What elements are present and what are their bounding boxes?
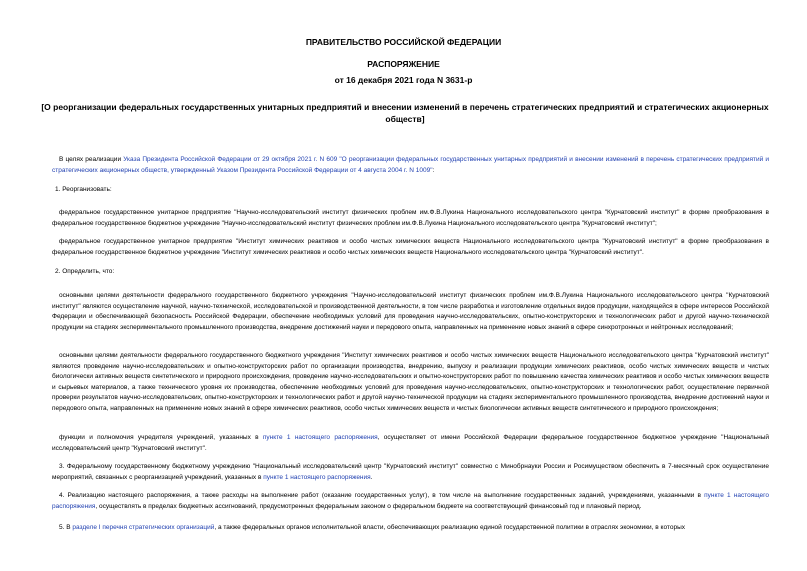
p10-end: , осуществлять в пределах бюджетных ассигнований, предусмотренных федеральным законом о федеральном бюджете на соответствующий финансовый год и плановый период. xyxy=(95,502,642,510)
preamble-text: В целях реализации xyxy=(59,156,124,163)
strategic-list-link[interactable]: разделе I перечня стратегических организаций xyxy=(72,524,215,531)
p10-text: 4. Реализацию настоящего распоряжения, а также расходы на выполнение работ (оказание государственных услуг), в том числе на выполнение государственных заданий, учреждениями, указанными в xyxy=(59,492,705,499)
paragraph-3 xyxy=(52,462,769,483)
p11-text: 5. В xyxy=(59,524,73,531)
paragraph-1-heading: 1. Реорганизовать: xyxy=(55,186,112,193)
paragraph-2-item-3 xyxy=(52,433,769,454)
document-title: [О реорганизации федеральных государственных унитарных предприятий и внесении изменений в перечень стратегических предприятий и стратегических акционерных обществ] xyxy=(41,102,769,124)
document-type: РАСПОРЯЖЕНИЕ xyxy=(367,59,440,69)
paragraph-5 xyxy=(52,523,769,534)
paragraph-1-item-2: федеральное государственное унитарное предприятие "Институт химических реактивов и особо чистых химических веществ Национального исследовательского центра "Курчатовский институт" в форме преобразования в федеральное государственное бюджетное учреждение "Институт химических реактивов и особо чистых химических веществ Национального исследовательского центра "Курчатовский институт". xyxy=(52,238,769,256)
p8-end: , осуществляет от имени Российской Федерации федеральное государственное бюджетное учреждение "Национальный исследовательский центр "Курчатовский институт". xyxy=(52,434,769,452)
clause-1-link[interactable]: пункте 1 настоящего распоряжения xyxy=(52,492,769,510)
paragraph-1-item-1: федеральное государственное унитарное предприятие "Научно-исследовательский институт физических проблем им.Ф.В.Лукина Национального исследовательского центра "Курчатовский институт" в форме преобразования в федеральное государственное бюджетное учреждение "Научно-исследовательский институт физических проблем им.Ф.В.Лукина Национального исследовательского центра "Курчатовский институт"; xyxy=(52,209,769,227)
paragraph-2-item-1: основными целями деятельности федерального государственного бюджетного учреждения "Научно-исследовательский институт физических проблем им.Ф.В.Лукина Национального исследовательского центра "Курчатовский институт" являются осуществление научной, научно-технической, исследовательской и производственной деятельности, в том числе разработка и изготовление отдельных видов продукции, находящейся в сфере интересов Российской Федерации и обеспечивающей безопасность Российской Федерации, обеспечение необходимых условий для проведения научно-исследовательских, опытно-конструкторских и технологических работ и другой научно-технической продукции на стадиях экспериментального промышленного производства, внедрение достижений науки и передового опыта, направленных на применение новых знаний в сфере синхротронных и нейтронных исследований; xyxy=(52,292,769,331)
paragraph-preamble xyxy=(52,155,769,176)
p8-text: функции и полномочия учредителя учреждений, указанных в xyxy=(59,434,263,441)
clause-1-link[interactable]: пункте 1 настоящего распоряжения xyxy=(263,473,371,481)
paragraph-2-heading: 2. Определить, что: xyxy=(55,268,115,275)
paragraph-4 xyxy=(52,491,769,512)
p11-end: , а также федеральных органов исполнительной власти, обеспечивающих реализацию единой государственной политики в отраслях экономики, в которых xyxy=(214,524,685,531)
preamble-end: : xyxy=(432,166,435,174)
document-date-number: от 16 декабря 2021 года N 3631-р xyxy=(334,75,473,85)
decree-link[interactable]: Указа Президента Российской Федерации от 29 октября 2021 г. N 609 "О реорганизации федеральных государственных унитарных предприятий и внесении изменений в перечень стратегических предприятий и стратегических акционерных обществ, утвержденный Указом Президента Российской Федерации от 4 августа 2004 г. N 1009" xyxy=(52,156,769,174)
government-header: ПРАВИТЕЛЬСТВО РОССИЙСКОЙ ФЕДЕРАЦИИ xyxy=(305,37,502,47)
p9-text: 3. Федеральному государственному бюджетному учреждению "Национальный исследовательский центр "Курчатовский институт" совместно с Минобрнауки России и Росимуществом обеспечить в 7-месячный срок осуществление мероприятий, связанных с реорганизацией учреждений, указанных в xyxy=(52,463,769,481)
paragraph-2-item-2: основными целями деятельности федерального государственного бюджетного учреждения "Институт химических реактивов и особо чистых химических веществ Национального исследовательского центра "Курчатовский институт" являются проведение научно-исследовательских и опытно-конструкторских работ по организации производства, внедрению, выпуску и реализации продукции химических реактивов, особо чистых химических веществ и чистых биологически активных веществ синтетического и природного происхождения, проведение научно-исследовательских и опытно-конструкторских работ по повышению качества химических реактивов и особо чистых химических веществ и сырьевых материалов, а также технического уровня их производства, обеспечение необходимых условий для проведения научно-исследовательских, опытно-конструкторских и технологических работ, осуществление первичной проверки результатов научно-исследовательских, опытно-конструкторских и технологических работ и другой научно-технической продукции на стадиях экспериментального промышленного производства, внедрение достижений науки и передового опыта, направленных на применение новых знаний в сфере химических реактивов, особо чистых химических веществ и чистых биологически активных веществ синтетического и природного происхождения; xyxy=(52,352,769,412)
p9-end: . xyxy=(370,473,373,481)
clause-1-link[interactable]: пункте 1 настоящего распоряжения xyxy=(262,434,378,441)
